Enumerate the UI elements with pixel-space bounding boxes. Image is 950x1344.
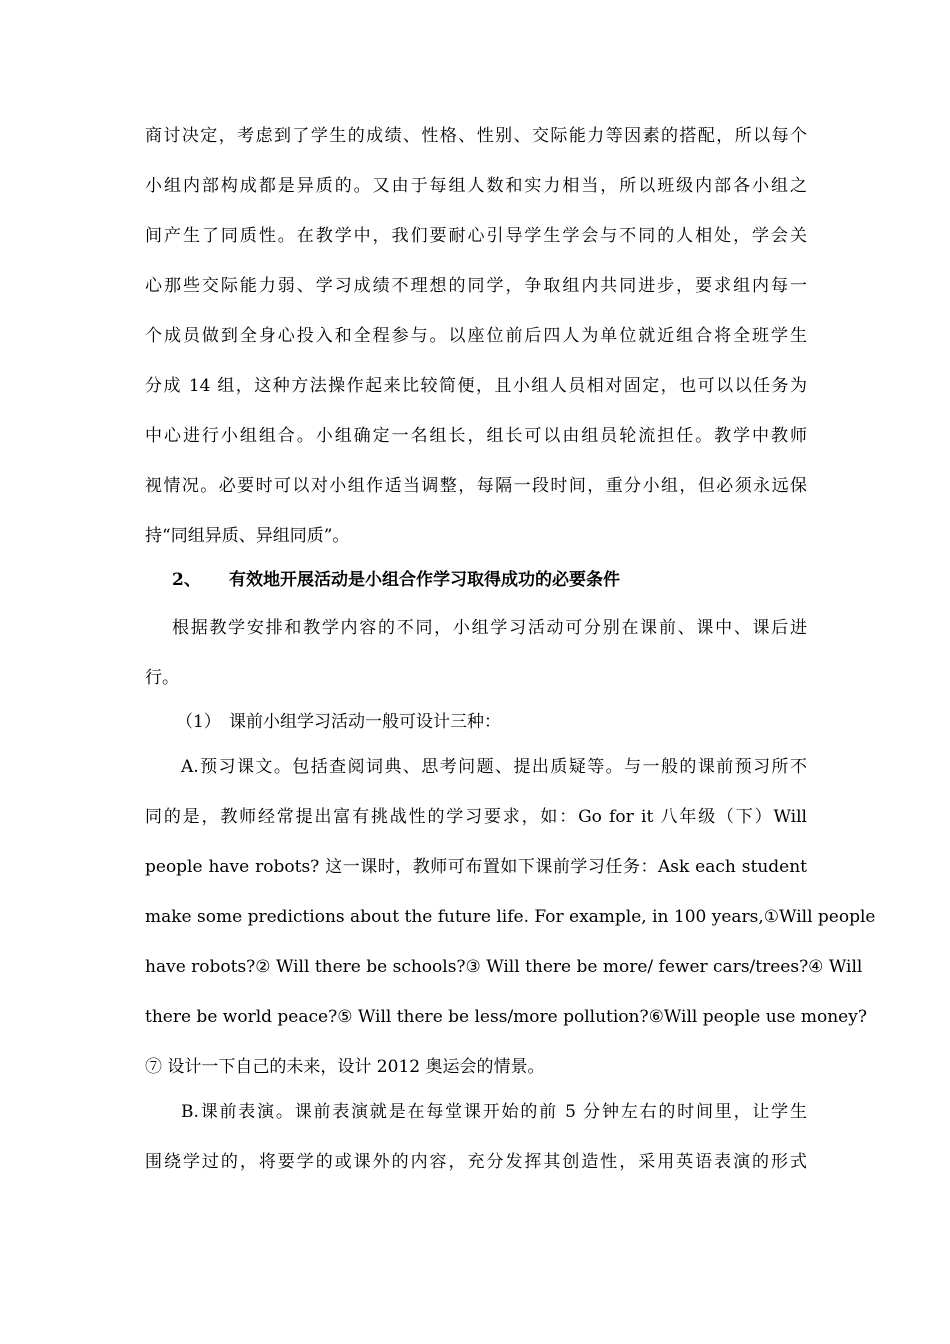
section-number: 2、 [172,570,201,590]
item-a-line: 同的是，教师经常提出富有挑战性的学习要求，如：Go for it 八年级（下）Will [145,807,807,827]
item-a-line: ⑦ 设计一下自己的未来，设计 2012 奥运会的情景。 [145,1057,545,1077]
paragraph-line: 持“同组异质、异组同质”。 [145,526,350,546]
paragraph-line: 小组内部构成都是异质的。又由于每组人数和实力相当，所以班级内部各小组之 [145,176,807,196]
item-b-line: B.课前表演。课前表演就是在每堂课开始的前 5 分钟左右的时间里，让学生 [181,1102,807,1122]
item-a-line: have robots?② Will there be schools?③ Will there be more/ fewer cars/trees?④ Will [145,957,863,977]
paragraph-line: 个成员做到全身心投入和全程参与。以座位前后四人为单位就近组合将全班学生 [145,326,807,346]
subsection-number: （1） [176,712,221,732]
paragraph-line: 分成 14 组，这种方法操作起来比较简便，且小组人员相对固定，也可以以任务为 [145,376,807,396]
item-b-line: 围绕学过的，将要学的或课外的内容，充分发挥其创造性，采用英语表演的形式 [145,1152,807,1172]
item-a-line: A.预习课文。包括查阅词典、思考问题、提出质疑等。与一般的课前预习所不 [181,757,807,777]
paragraph-line: 商讨决定，考虑到了学生的成绩、性格、性别、交际能力等因素的搭配，所以每个 [145,126,807,146]
item-a-line: there be world peace?⑤ Will there be less/more pollution?⑥Will people use money? [145,1007,867,1027]
subsection-heading: 课前小组学习活动一般可设计三种： [229,712,501,732]
paragraph-line: 中心进行小组组合。小组确定一名组长，组长可以由组员轮流担任。教学中教师 [145,426,807,446]
item-a-line: people have robots? 这一课时，教师可布置如下课前学习任务：Ask each student [145,857,807,877]
paragraph-line: 根据教学安排和教学内容的不同，小组学习活动可分别在课前、课中、课后进 [172,618,807,638]
paragraph-line: 间产生了同质性。在教学中，我们要耐心引导学生学会与不同的人相处，学会关 [145,226,807,246]
section-heading: 有效地开展活动是小组合作学习取得成功的必要条件 [229,570,620,590]
paragraph-line: 视情况。必要时可以对小组作适当调整，每隔一段时间，重分小组，但必须永远保 [145,476,807,496]
paragraph-line: 心那些交际能力弱、学习成绩不理想的同学，争取组内共同进步，要求组内每一 [145,276,807,296]
item-a-line: make some predictions about the future life. For example, in 100 years,①Will people [145,907,876,927]
paragraph-line: 行。 [145,668,179,688]
